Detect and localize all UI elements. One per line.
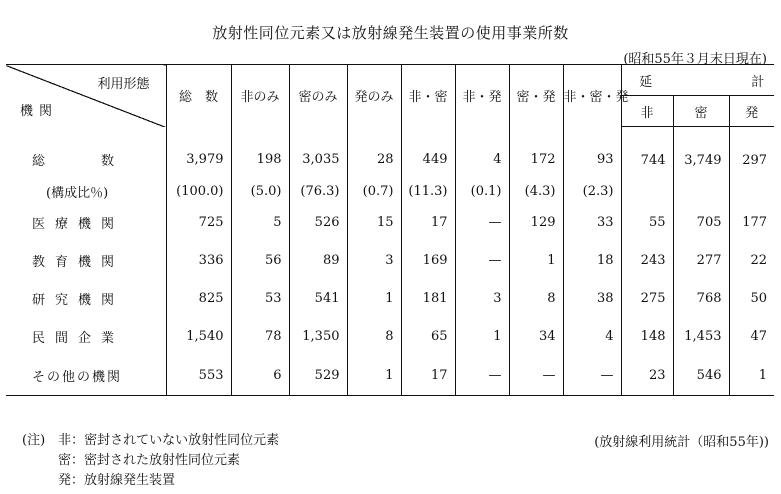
cell: 275 [621, 279, 673, 317]
cell: (0.7) [347, 179, 401, 203]
table-row [6, 127, 774, 180]
cell: — [509, 355, 563, 396]
cell: 3,979 [166, 127, 231, 180]
cell: 5 [231, 203, 289, 241]
sub-header-generator: 発 [729, 96, 774, 127]
cell: 529 [289, 355, 347, 396]
cell: 1,540 [166, 317, 231, 355]
col-header-unsealed-only: 非のみ [231, 65, 289, 127]
cell: 148 [621, 317, 673, 355]
cell: 17 [401, 203, 455, 241]
cell: 541 [289, 279, 347, 317]
footnote: 密：密封された放射性同位元素 [58, 453, 241, 468]
cell: 56 [231, 241, 289, 279]
cell: 129 [509, 203, 563, 241]
cell: (100.0) [166, 179, 231, 203]
cell: 181 [401, 279, 455, 317]
cell: 526 [289, 203, 347, 241]
row-label: (構成比％) [46, 185, 109, 201]
corner-bottom-label: 機関 [20, 103, 59, 119]
cell: 3,035 [289, 127, 347, 180]
cell: 705 [673, 203, 729, 241]
statistics-table [6, 64, 774, 396]
col-header-sealed-generator: 密・発 [509, 65, 563, 127]
cell: 3 [455, 279, 509, 317]
col-header-generator-only: 発のみ [347, 65, 401, 127]
cell: 8 [509, 279, 563, 317]
cell: — [563, 355, 621, 396]
cell: (5.0) [231, 179, 289, 203]
cell: 4 [455, 127, 509, 180]
group-header-left: 延 [639, 74, 653, 90]
cell: 89 [289, 241, 347, 279]
cell: 243 [621, 241, 673, 279]
cell: 1 [729, 355, 774, 396]
table-row [6, 179, 774, 203]
cell [673, 179, 729, 203]
cell: 1,350 [289, 317, 347, 355]
cell: 336 [166, 241, 231, 279]
footnotes [22, 431, 279, 491]
cell: 28 [347, 127, 401, 180]
cell: 725 [166, 203, 231, 241]
cell: 277 [673, 241, 729, 279]
cell: 3,749 [673, 127, 729, 180]
cell: 53 [231, 279, 289, 317]
cell: 1 [347, 355, 401, 396]
cell: 546 [673, 355, 729, 396]
cell: 177 [729, 203, 774, 241]
cell: 34 [509, 317, 563, 355]
cell: 47 [729, 317, 774, 355]
cell: (76.3) [289, 179, 347, 203]
table-row [6, 317, 774, 355]
sub-header-sealed: 密 [673, 96, 729, 127]
table-row [6, 279, 774, 317]
date-note: (昭和55年３月末日現在) [623, 52, 767, 67]
table-title: 放射性同位元素又は放射線発生装置の使用事業所数 [212, 24, 569, 42]
table-row [6, 203, 774, 241]
cell: 449 [401, 127, 455, 180]
cell: 198 [231, 127, 289, 180]
cell: 8 [347, 317, 401, 355]
cell: (11.3) [401, 179, 455, 203]
cell: 18 [563, 241, 621, 279]
cell: 50 [729, 279, 774, 317]
cell: 65 [401, 317, 455, 355]
cell: 17 [401, 355, 455, 396]
cell: 768 [673, 279, 729, 317]
cell: — [455, 203, 509, 241]
row-label: 民間企業 [32, 330, 125, 346]
cell: 169 [401, 241, 455, 279]
sub-header-unsealed: 非 [621, 96, 673, 127]
cell: 1 [455, 317, 509, 355]
group-header-cumulative [621, 65, 774, 96]
cell: 78 [231, 317, 289, 355]
cell: 825 [166, 279, 231, 317]
cell: 297 [729, 127, 774, 180]
row-label: その他の機関 [6, 355, 166, 396]
cell: 744 [621, 127, 673, 180]
cell: 3 [347, 241, 401, 279]
cell: 6 [231, 355, 289, 396]
cell [729, 179, 774, 203]
row-label: 総 数 [32, 154, 125, 170]
cell: 33 [563, 203, 621, 241]
row-label: 医療機関 [32, 216, 125, 232]
cell: 55 [621, 203, 673, 241]
corner-top-label: 利用形態 [97, 77, 150, 92]
cell: 1 [347, 279, 401, 317]
cell: 1,453 [673, 317, 729, 355]
col-header-unsealed-sealed: 非・密 [401, 65, 455, 127]
cell: (4.3) [509, 179, 563, 203]
col-header-all-three: 非・密・発 [563, 65, 621, 127]
col-header-sealed-only: 密のみ [289, 65, 347, 127]
corner-header [6, 65, 166, 127]
table-row [6, 241, 774, 279]
cell: 4 [563, 317, 621, 355]
table-row [6, 355, 774, 396]
cell: — [455, 241, 509, 279]
row-label: 教育機関 [32, 254, 125, 270]
cell: 1 [509, 241, 563, 279]
row-label: 研究機関 [32, 292, 125, 308]
cell: — [455, 355, 509, 396]
cell: 93 [563, 127, 621, 180]
cell: 172 [509, 127, 563, 180]
cell: 553 [166, 355, 231, 396]
cell: 23 [621, 355, 673, 396]
cell: 38 [563, 279, 621, 317]
source-note: (放射線利用統計（昭和55年)) [594, 435, 769, 450]
group-header-right: 計 [751, 74, 765, 90]
cell [621, 179, 673, 203]
footnote: 発：放射線発生装置 [58, 473, 176, 488]
cell: (0.1) [455, 179, 509, 203]
col-header-total: 総 数 [166, 65, 231, 127]
cell: 15 [347, 203, 401, 241]
col-header-unsealed-generator: 非・発 [455, 65, 509, 127]
cell: (2.3) [563, 179, 621, 203]
footnote: (注) 非：密封されていない放射性同位元素 [22, 433, 280, 448]
cell: 22 [729, 241, 774, 279]
